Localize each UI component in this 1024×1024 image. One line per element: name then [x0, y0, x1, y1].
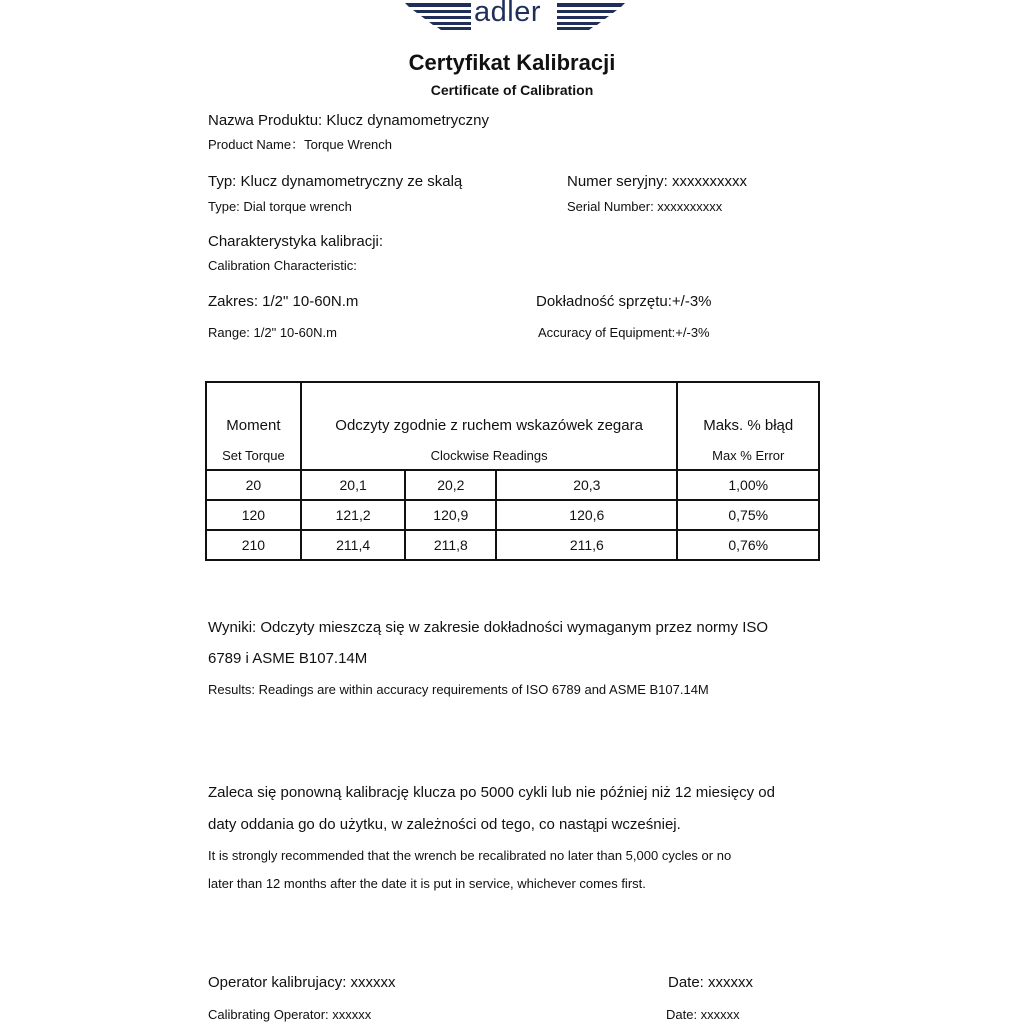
reading-cell: 211,4: [301, 530, 406, 560]
characteristic-pl: Charakterystyka kalibracji:: [208, 233, 384, 250]
calibration-table: [205, 381, 820, 561]
recommendation-en-line1: It is strongly recommended that the wrench be recalibrated no later than 5,000 cycles or no: [208, 848, 732, 863]
recommendation-en-line2: later than 12 months after the date it is put in service, whichever comes first.: [208, 876, 646, 891]
table-row: [206, 470, 819, 500]
recommendation-pl-line1: Zaleca się ponowną kalibrację klucza po 5000 cykli lub nie później niż 12 miesięcy od: [208, 784, 775, 801]
range-en: Range: 1/2" 10-60N.m: [208, 325, 337, 340]
operator-en: Calibrating Operator: xxxxxx: [208, 1007, 372, 1022]
reading-cell: 121,2: [301, 500, 406, 530]
product-name-pl: Nazwa Produktu: Klucz dynamometryczny: [208, 112, 489, 129]
serial-en: Serial Number: xxxxxxxxxx: [567, 199, 723, 214]
range-pl: Zakres: 1/2" 10-60N.m: [208, 293, 359, 310]
results-pl-line1: Wyniki: Odczyty mieszczą się w zakresie dokładności wymaganym przez normy ISO: [208, 619, 769, 636]
date-pl: Date: xxxxxx: [668, 974, 754, 991]
table-header-row: [206, 382, 819, 470]
accuracy-en: Accuracy of Equipment:+/-3%: [538, 325, 710, 340]
reading-cell: 20,2: [405, 470, 496, 500]
characteristic-en: Calibration Characteristic:: [208, 258, 357, 273]
table-row: [206, 530, 819, 560]
table-row: [206, 500, 819, 530]
max-error-cell: 1,00%: [677, 470, 819, 500]
reading-cell: 211,6: [496, 530, 677, 560]
serial-pl: Numer seryjny: xxxxxxxxxx: [567, 173, 748, 190]
header-set-torque: Moment Set Torque: [206, 382, 301, 470]
recommendation-pl-line2: daty oddania go do użytku, w zależności od tego, co nastąpi wcześniej.: [208, 816, 681, 833]
product-name-en: Product Name：Torque Wrench: [208, 137, 393, 152]
reading-cell: 120,9: [405, 500, 496, 530]
header-max-error: Maks. % błąd Max % Error: [677, 382, 819, 470]
set-torque-cell: 120: [206, 500, 301, 530]
set-torque-cell: 20: [206, 470, 301, 500]
page-title: Certyfikat Kalibracji: [408, 50, 616, 75]
logo-text: adler: [474, 0, 541, 28]
reading-cell: 211,8: [405, 530, 496, 560]
results-pl-line2: 6789 i ASME B107.14M: [208, 650, 368, 667]
max-error-cell: 0,75%: [677, 500, 819, 530]
header-readings: Odczyty zgodnie z ruchem wskazówek zegara Clockwise Readings: [301, 382, 678, 470]
results-en: Results: Readings are within accuracy requirements of ISO 6789 and ASME B107.14M: [208, 682, 709, 697]
max-error-cell: 0,76%: [677, 530, 819, 560]
type-en: Type: Dial torque wrench: [208, 199, 352, 214]
type-pl: Typ: Klucz dynamometryczny ze skalą: [208, 173, 463, 190]
accuracy-pl: Dokładność sprzętu:+/-3%: [536, 293, 712, 310]
operator-pl: Operator kalibrujacy: xxxxxx: [208, 974, 396, 991]
reading-cell: 20,1: [301, 470, 406, 500]
date-en: Date: xxxxxx: [666, 1007, 740, 1022]
set-torque-cell: 210: [206, 530, 301, 560]
page-subtitle: Certificate of Calibration: [430, 82, 594, 98]
reading-cell: 120,6: [496, 500, 677, 530]
reading-cell: 20,3: [496, 470, 677, 500]
